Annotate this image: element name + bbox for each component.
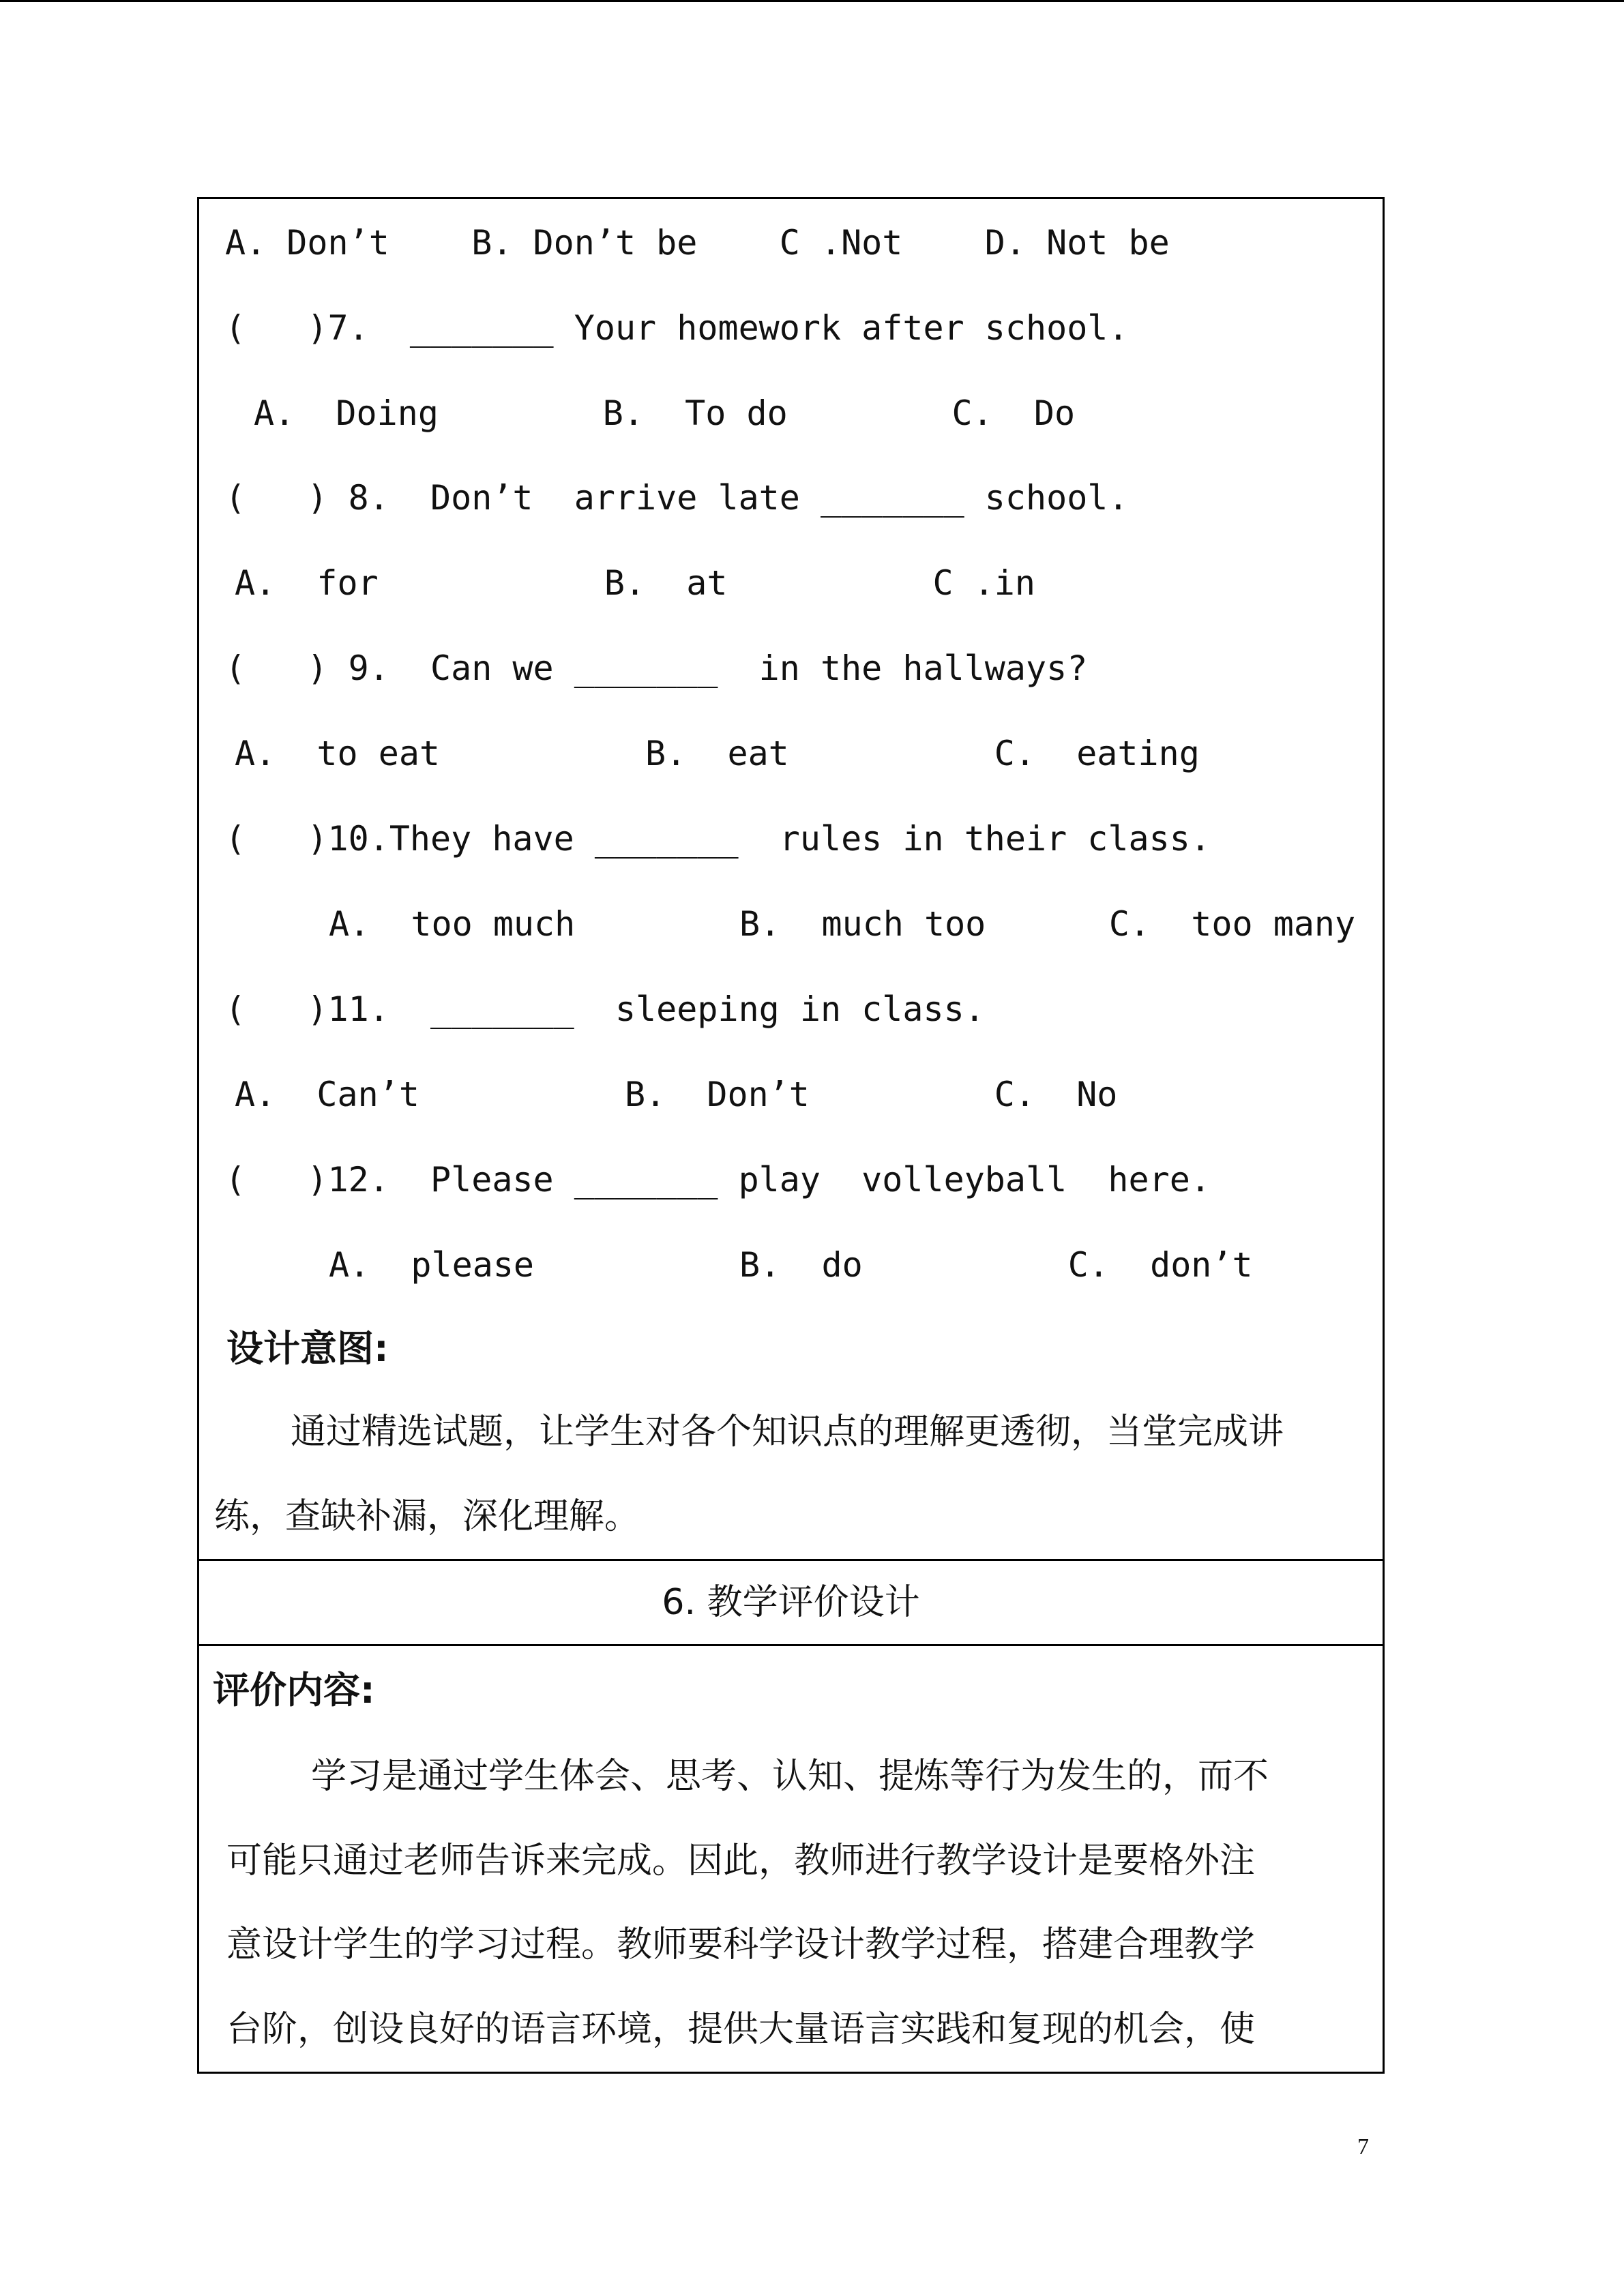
q11-options: A. Can’t B. Don’t C. No [235, 1075, 1118, 1114]
q12-options: A. please B. do C. don’t [329, 1245, 1253, 1285]
q8-question: ( ) 8. Don’t arrive late _______ school. [225, 478, 1129, 518]
table-divider-2 [197, 1644, 1385, 1646]
q6-options: A. Don’t B. Don’t be C .Not D. Not be [225, 223, 1170, 263]
evaluation-line-4: 台阶，创设良好的语言环境，提供大量语言实践和复现的机会，使 [226, 2009, 1256, 2050]
evaluation-line-3: 意设计学生的学习过程。教师要科学设计教学过程，搭建合理教学 [226, 1924, 1256, 1965]
q9-question: ( ) 9. Can we _______ in the hallways? [225, 648, 1088, 688]
design-intent-line-2: 练，查缺补漏，深化理解。 [214, 1496, 640, 1537]
page-number: 7 [1357, 2134, 1369, 2160]
q7-question: ( )7. _______ Your homework after school. [225, 308, 1129, 348]
q8-options: A. for B. at C .in [235, 563, 1035, 603]
table-divider-1 [197, 1559, 1385, 1561]
design-intent-heading: 设计意图: [226, 1327, 389, 1370]
section-6-title: 6. 教学评价设计 [662, 1582, 920, 1623]
q7-options: A. Doing B. To do C. Do [254, 393, 1076, 433]
q12-question: ( )12. Please _______ play volleyball here. [225, 1160, 1211, 1199]
evaluation-line-1: 学习是通过学生体会、思考、认知、提炼等行为发生的，而不 [311, 1756, 1269, 1797]
evaluation-line-2: 可能只通过老师告诉来完成。因此，教师进行教学设计是要格外注 [226, 1840, 1256, 1881]
q11-question: ( )11. _______ sleeping in class. [225, 989, 985, 1029]
design-intent-line-1: 通过精选试题，让学生对各个知识点的理解更透彻，当堂完成讲 [291, 1412, 1284, 1452]
q9-options: A. to eat B. eat C. eating [235, 734, 1200, 773]
q10-question: ( )10.They have _______ rules in their class. [225, 819, 1211, 859]
top-border-line [0, 0, 1624, 2]
q10-options: A. too much B. much too C. too many [329, 904, 1356, 944]
evaluation-heading: 评价内容: [213, 1669, 375, 1712]
